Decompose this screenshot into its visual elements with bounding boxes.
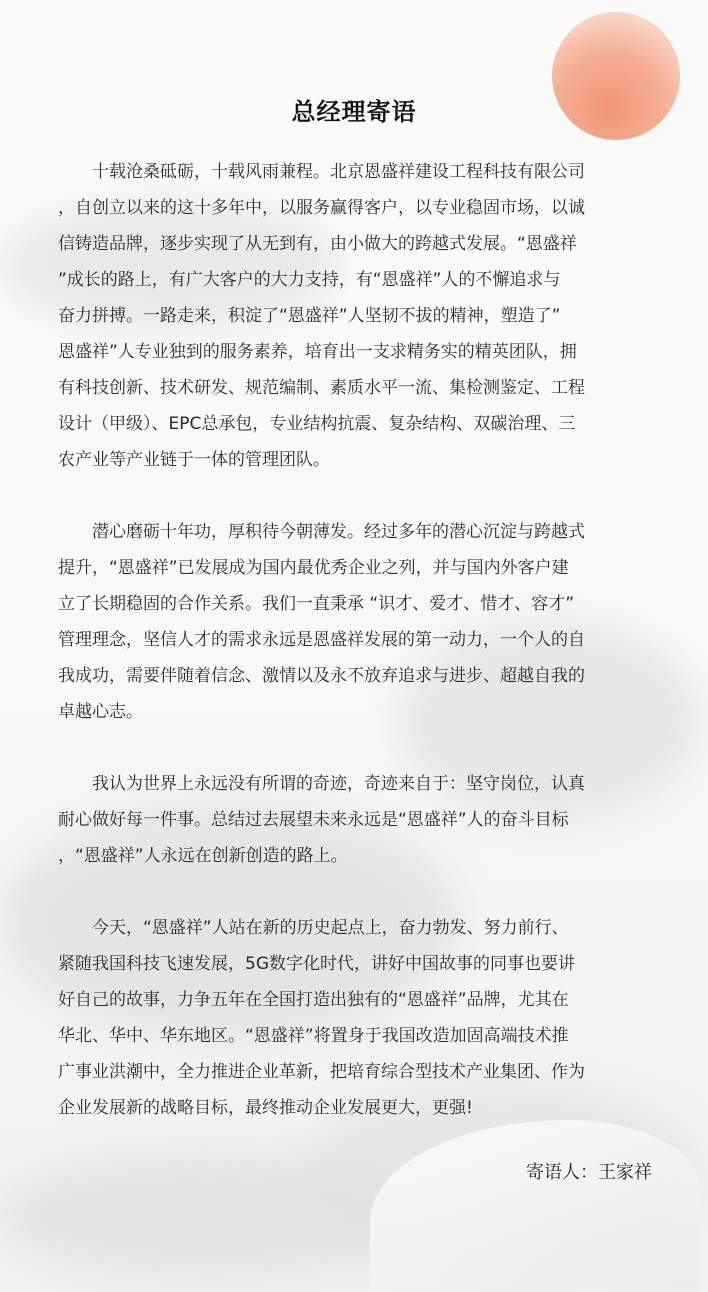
paragraph-line: 十载沧桑砥砺，十载风雨兼程。北京恩盛祥建设工程科技有限公司 <box>92 162 585 182</box>
paragraph-line: 华北、华中、华东地区。“恩盛祥”将置身于我国改造加固高端技术推 <box>58 1026 569 1046</box>
paragraph-line: 我认为世界上永远没有所谓的奇迹，奇迹来自于：坚守岗位，认真 <box>92 774 585 794</box>
paragraph <box>58 910 654 1126</box>
paragraph-line: 立了长期稳固的合作关系。我们一直秉承 “识才、爱才、惜才、容才” <box>58 594 575 614</box>
paragraph-line: ，自创立以来的这十多年中，以服务赢得客户，以专业稳固市场，以诚 <box>58 198 585 218</box>
paragraph-line: 潜心磨砺十年功，厚积待今朝薄发。经过多年的潜心沉淀与跨越式 <box>92 522 585 542</box>
paragraph-line: 农产业等产业链于一体的管理团队。 <box>58 450 330 470</box>
paragraph-line: 恩盛祥”人专业独到的服务素养，培育出一支求精务实的精英团队，拥 <box>58 342 577 362</box>
paragraph-line: 企业发展新的战略目标，最终推动企业发展更大，更强! <box>58 1098 473 1118</box>
paragraph-line: 提升，“恩盛祥”已发展成为国内最优秀企业之列，并与国内外客户建 <box>58 558 569 578</box>
paragraph-line: 卓越心志。 <box>58 702 143 722</box>
signature: 寄语人：王家祥 <box>526 1162 652 1183</box>
paragraph <box>58 514 654 730</box>
paragraph-line: 我成功，需要伴随着信念、激情以及永不放弃追求与进步、超越自我的 <box>58 666 585 686</box>
page-title: 总经理寄语 <box>291 98 417 126</box>
paragraph-line: 好自己的故事，力争五年在全国打造出独有的“恩盛祥”品牌，尤其在 <box>58 990 569 1010</box>
paragraph-line: 今天，“恩盛祥”人站在新的历史起点上，奋力勃发、努力前行、 <box>92 918 569 938</box>
paragraph-line: 广事业洪潮中，全力推进企业革新，把培育综合型技术产业集团、作为 <box>58 1062 585 1082</box>
paragraph-line: 管理理念，坚信人才的需求永远是恩盛祥发展的第一动力，一个人的自 <box>58 630 585 650</box>
paragraph-line: 有科技创新、技术研发、规范编制、素质水平一流、集检测鉴定、工程 <box>58 378 585 398</box>
paragraph-line: ”成长的路上，有广大客户的大力支持，有“恩盛祥”人的不懈追求与 <box>58 270 561 290</box>
paragraph <box>58 766 654 874</box>
paragraph-line: 设计（甲级）、EPC总承包，专业结构抗震、复杂结构、双碳治理、三 <box>58 414 576 434</box>
paragraph-line: 紧随我国科技飞速发展，5G数字化时代，讲好中国故事的同事也要讲 <box>58 954 575 974</box>
paragraph-line: ，“恩盛祥”人永远在创新创造的路上。 <box>58 846 348 866</box>
paragraph-line: 耐心做好每一件事。总结过去展望未来永远是“恩盛祥”人的奋斗目标 <box>58 810 569 830</box>
paragraph-line: 信铸造品牌，逐步实现了从无到有，由小做大的跨越式发展。“恩盛祥 <box>58 234 577 254</box>
paragraph <box>58 154 654 478</box>
paragraph-line: 奋力拼搏。一路走来，积淀了“恩盛祥”人坚韧不拔的精神，塑造了” <box>58 306 561 326</box>
